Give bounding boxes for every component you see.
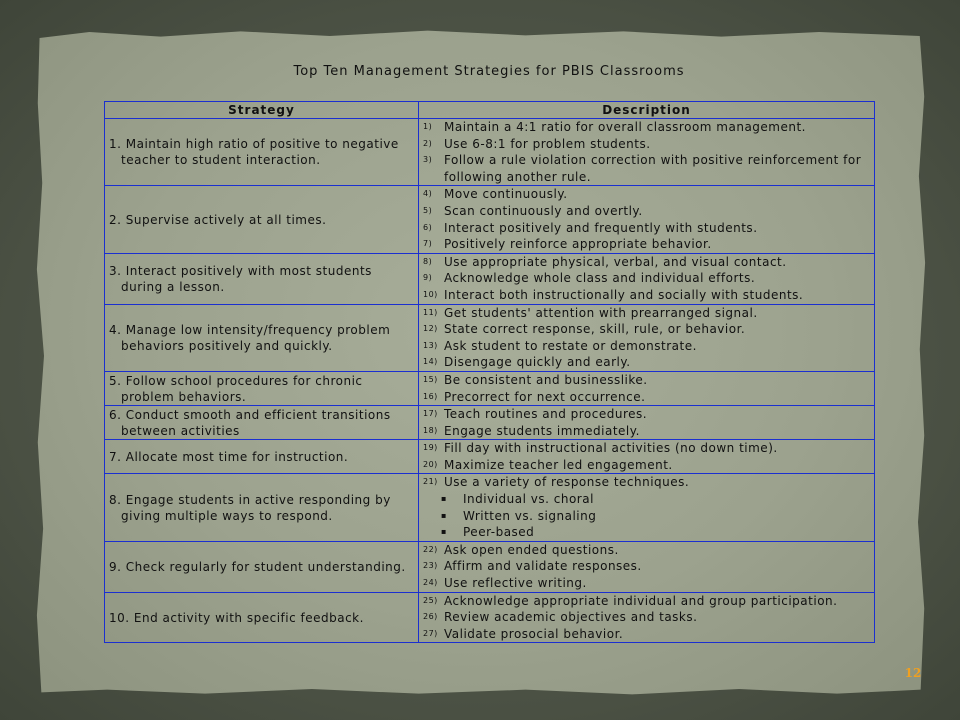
description-item [423, 119, 870, 136]
description-item [423, 305, 870, 322]
item-text: Interact both instructionally and socially with students. [444, 287, 804, 302]
description-item [423, 338, 870, 355]
header-strategy: Strategy [105, 102, 419, 119]
item-text: State correct response, skill, rule, or behavior. [444, 322, 746, 337]
description-cell [419, 304, 875, 371]
item-text: Positively reinforce appropriate behavior. [444, 237, 712, 252]
strategy-cell: 3. Interact positively with most students during a lesson. [105, 253, 419, 304]
description-item [423, 321, 870, 338]
item-number: 16) [423, 391, 438, 401]
description-item [423, 220, 870, 237]
item-number: 19) [423, 443, 438, 453]
item-text: Scan continuously and overtly. [444, 203, 643, 218]
item-number: 21) [423, 477, 438, 487]
item-number: 27) [423, 628, 438, 638]
item-number: 3) [423, 155, 433, 165]
item-text: Use appropriate physical, verbal, and visual contact. [444, 254, 787, 269]
description-cell [419, 592, 875, 643]
item-number: 25) [423, 595, 438, 605]
item-text: Be consistent and businesslike. [444, 372, 648, 387]
bullet-item [423, 508, 870, 525]
strategy-cell: 7. Allocate most time for instruction. [105, 440, 419, 474]
item-number: 17) [423, 409, 438, 419]
item-number: 2) [423, 138, 433, 148]
item-text: Review academic objectives and tasks. [444, 610, 698, 625]
item-number: 18) [423, 425, 438, 435]
table-row [105, 406, 875, 440]
item-number: 6) [423, 222, 433, 232]
item-number: 8) [423, 256, 433, 266]
description-cell [419, 440, 875, 474]
bullet-item [423, 524, 870, 541]
description-item [423, 354, 870, 371]
item-number: 7) [423, 239, 433, 249]
strategy-cell: 9. Check regularly for student understanding. [105, 541, 419, 592]
description-item [423, 254, 870, 271]
table-header-row [105, 102, 875, 119]
bullet-text: Written vs. signaling [463, 508, 597, 523]
item-number: 5) [423, 205, 433, 215]
table-row [105, 119, 875, 186]
item-number: 1) [423, 122, 433, 131]
item-text: Maintain a 4:1 ratio for overall classroom management. [444, 120, 806, 134]
item-number: 11) [423, 307, 438, 317]
bullet-item [423, 491, 870, 508]
description-item [423, 423, 870, 440]
description-item [423, 236, 870, 253]
description-cell [419, 253, 875, 304]
description-cell [419, 406, 875, 440]
item-text: Interact positively and frequently with students. [444, 220, 758, 235]
table-body [105, 119, 875, 643]
description-cell [419, 371, 875, 405]
description-item [423, 203, 870, 220]
header-description: Description [419, 102, 875, 119]
item-text: Fill day with instructional activities (no down time). [444, 441, 778, 456]
square-bullet-icon: ▪ [441, 527, 447, 537]
item-number: 4) [423, 189, 433, 199]
description-item [423, 152, 870, 185]
strategy-cell: 6. Conduct smooth and efficient transitions between activities [105, 406, 419, 440]
item-number: 22) [423, 544, 438, 554]
item-number: 20) [423, 459, 438, 469]
item-text: Use reflective writing. [444, 576, 587, 591]
description-item [423, 593, 870, 610]
item-number: 23) [423, 561, 438, 571]
description-item [423, 542, 870, 559]
table-row [105, 304, 875, 371]
item-text: Engage students immediately. [444, 423, 640, 438]
item-text: Ask open ended questions. [444, 542, 619, 557]
item-text: Maximize teacher led engagement. [444, 457, 673, 472]
strategy-cell: 4. Manage low intensity/frequency problem behaviors positively and quickly. [105, 304, 419, 371]
description-item [423, 457, 870, 474]
item-number: 24) [423, 578, 438, 588]
item-text: Affirm and validate responses. [444, 559, 642, 574]
description-item [423, 389, 870, 406]
table-row [105, 253, 875, 304]
item-text: Move continuously. [444, 187, 568, 202]
square-bullet-icon: ▪ [441, 494, 447, 504]
strategy-cell: 2. Supervise actively at all times. [105, 186, 419, 253]
description-item [423, 287, 870, 304]
bullet-text: Peer-based [463, 525, 535, 540]
item-number: 9) [423, 273, 433, 283]
description-cell [419, 119, 875, 186]
slide-title: Top Ten Management Strategies for PBIS Classrooms [293, 64, 685, 79]
item-text: Disengage quickly and early. [444, 355, 631, 370]
item-text: Teach routines and procedures. [444, 407, 648, 422]
item-text: Get students' attention with prearranged signal. [444, 305, 758, 320]
table-row [105, 541, 875, 592]
description-cell [419, 541, 875, 592]
description-item [423, 474, 870, 491]
description-item [423, 406, 870, 423]
strategy-cell: 5. Follow school procedures for chronic problem behaviors. [105, 371, 419, 405]
item-text: Use 6-8:1 for problem students. [444, 136, 651, 151]
item-text: Follow a rule violation correction with positive reinforcement for following another rule. [444, 153, 862, 184]
description-item [423, 270, 870, 287]
table-row [105, 371, 875, 405]
table-row [105, 592, 875, 643]
item-number: 13) [423, 340, 438, 350]
bullet-text: Individual vs. choral [463, 492, 594, 507]
description-cell [419, 474, 875, 541]
description-item [423, 186, 870, 203]
description-cell [419, 186, 875, 253]
description-item [423, 440, 870, 457]
strategies-table [104, 101, 875, 643]
item-text: Precorrect for next occurrence. [444, 389, 646, 404]
description-item [423, 372, 870, 389]
strategy-cell: 10. End activity with specific feedback. [105, 592, 419, 643]
item-number: 10) [423, 289, 438, 299]
description-item [423, 609, 870, 626]
table-row [105, 186, 875, 253]
item-number: 14) [423, 357, 438, 367]
table-row [105, 474, 875, 541]
item-text: Use a variety of response techniques. [444, 475, 690, 490]
item-text: Validate prosocial behavior. [444, 626, 624, 641]
description-item [423, 136, 870, 153]
strategy-cell: 1. Maintain high ratio of positive to negative teacher to student interaction. [105, 119, 419, 186]
description-item [423, 558, 870, 575]
item-number: 15) [423, 374, 438, 384]
square-bullet-icon: ▪ [441, 510, 447, 520]
item-text: Acknowledge appropriate individual and group participation. [444, 593, 838, 608]
description-item [423, 575, 870, 592]
strategy-cell: 8. Engage students in active responding by giving multiple ways to respond. [105, 474, 419, 541]
item-text: Acknowledge whole class and individual efforts. [444, 271, 756, 286]
item-number: 26) [423, 612, 438, 622]
page-number: 12 [904, 666, 922, 680]
item-text: Ask student to restate or demonstrate. [444, 338, 697, 353]
table-row [105, 440, 875, 474]
description-item [423, 626, 870, 643]
item-number: 12) [423, 324, 438, 334]
